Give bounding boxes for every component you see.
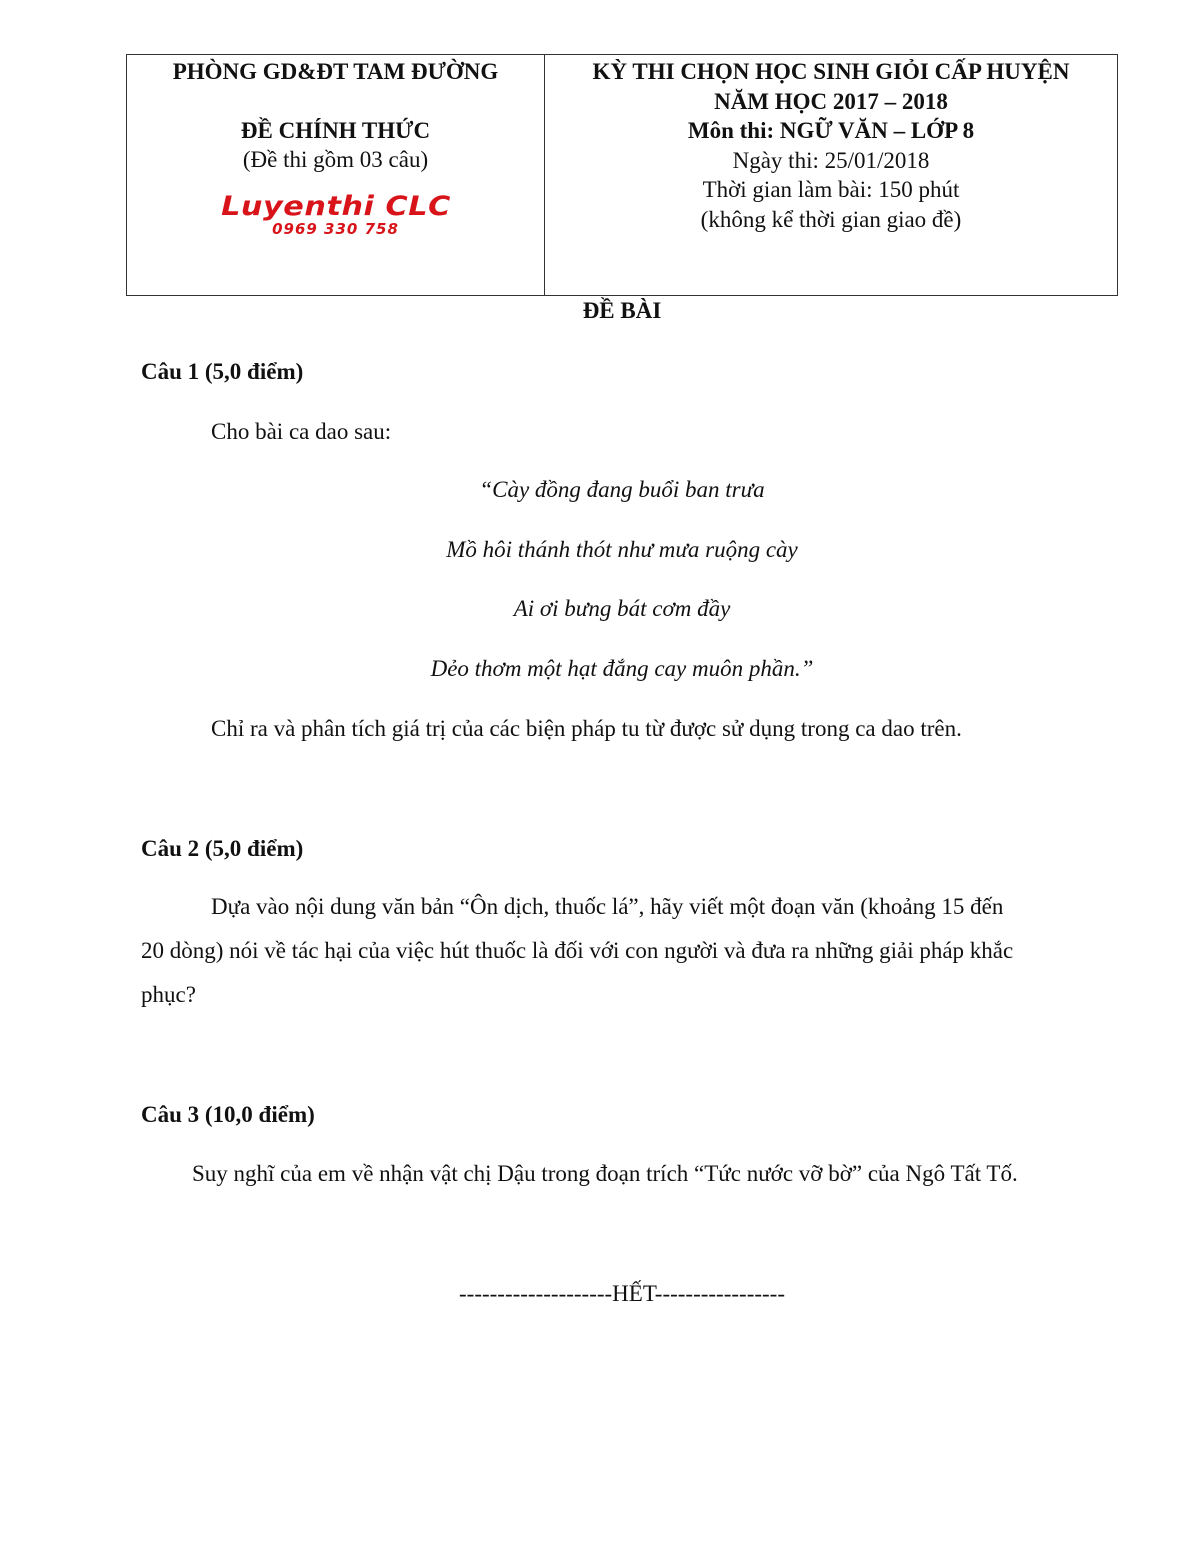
question-2-heading: Câu 2 (5,0 điểm) — [141, 836, 304, 861]
question-2-line: Dựa vào nội dung văn bản “Ôn dịch, thuốc lá”, hãy viết một đoạn văn (khoảng 15 đến — [211, 894, 1004, 919]
page-title: ĐỀ BÀI — [582, 298, 662, 323]
exam-note: (Đề thi gồm 03 câu) — [242, 147, 429, 172]
subject: Môn thi: NGỮ VĂN – LỚP 8 — [687, 118, 975, 143]
duration-note: (không kể thời gian giao đề) — [700, 206, 962, 232]
header-right-cell — [545, 55, 1117, 295]
poem-line: Mồ hôi thánh thót như mưa ruộng cày — [446, 537, 798, 562]
school-year: NĂM HỌC 2017 – 2018 — [714, 88, 948, 114]
question-3-heading: Câu 3 (10,0 điểm) — [141, 1102, 315, 1127]
header-table — [126, 54, 1118, 296]
question-2-line: 20 dòng) nói về tác hại của việc hút thuốc là đối với con người và đưa ra những giải pháp khắc — [141, 938, 1014, 963]
header-left-cell — [127, 55, 545, 295]
official-label: ĐỀ CHÍNH THỨC — [240, 117, 431, 143]
logo-phone: 0969 330 758 — [272, 219, 399, 238]
question-1-task: Chỉ ra và phân tích giá trị của các biện pháp tu từ được sử dụng trong ca dao trên. — [211, 716, 962, 741]
question-3-task: Suy nghĩ của em về nhận vật chị Dậu trong đoạn trích “Tức nước vỡ bờ” của Ngô Tất Tố. — [192, 1161, 1018, 1186]
question-2-line: phục? — [141, 982, 196, 1007]
poem-line: Dẻo thơm một hạt đắng cay muôn phần.” — [430, 656, 814, 681]
question-1-heading: Câu 1 (5,0 điểm) — [141, 359, 304, 384]
exam-duration: Thời gian làm bài: 150 phút — [702, 177, 960, 202]
exam-title: KỲ THI CHỌN HỌC SINH GIỎI CẤP HUYỆN — [592, 59, 1070, 84]
watermark-logo — [206, 190, 466, 238]
poem-line: “Cày đồng đang buổi ban trưa — [479, 477, 765, 502]
exam-date: Ngày thi: 25/01/2018 — [732, 147, 930, 173]
logo-name: Luyenthi CLC — [220, 190, 451, 222]
end-mark: --------------------HẾT----------------- — [459, 1281, 785, 1306]
department-name: PHÒNG GD&ĐT TAM ĐƯỜNG — [172, 59, 499, 84]
question-1-intro: Cho bài ca dao sau: — [211, 419, 392, 444]
poem-line: Ai ơi bưng bát cơm đầy — [513, 596, 731, 621]
